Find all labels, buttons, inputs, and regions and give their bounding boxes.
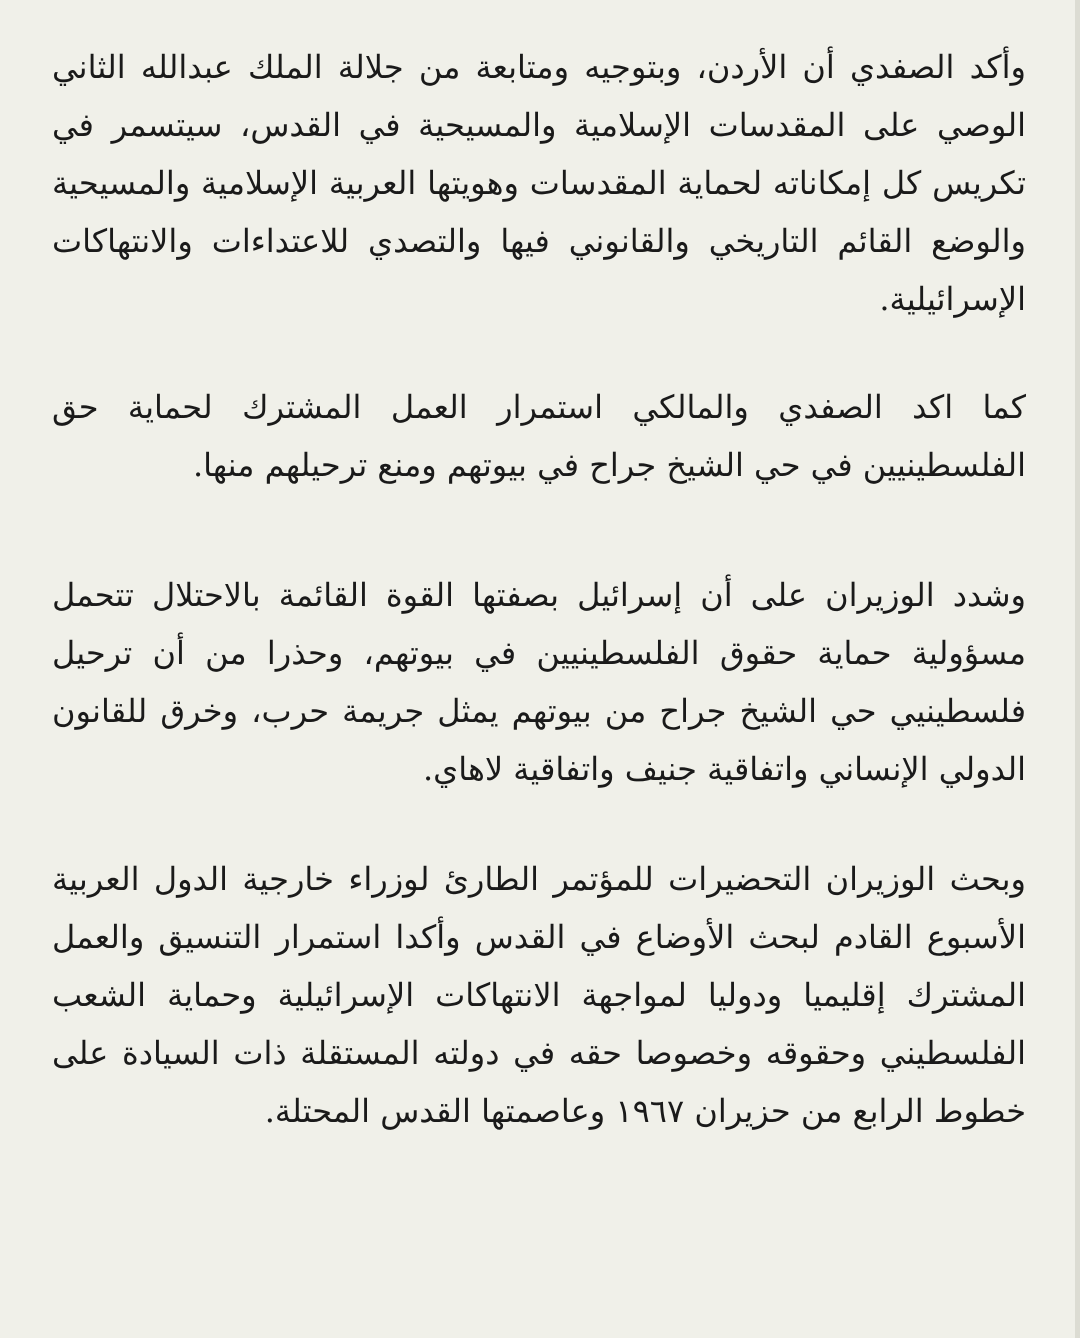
paragraph-1: وأكد الصفدي أن الأردن، وبتوجيه ومتابعة من جلالة الملك عبدالله الثاني الوصي على المقدسات الإسلامية والمسيحية في القدس، سيتسمر في تكريس كل إمكاناته لحماية المقدسات وهويتها العربية الإسلامية والمسيحية والوضع القائم التاريخي والقانوني فيها والتصدي للاعتداءات والانتهاكات الإسرائيلية.	[52, 48, 1026, 318]
paragraph-3: وشدد الوزيران على أن إسرائيل بصفتها القوة القائمة بالاحتلال تتحمل مسؤولية حماية حقوق الفلسطينيين في بيوتهم، وحذرا من أن ترحيل فلسطينيي حي الشيخ جراح من بيوتهم يمثل جريمة حرب، وخرق للقانون الدولي الإنساني واتفاقية جنيف واتفاقية لاهاي.	[52, 576, 1027, 788]
page-edge	[1075, 0, 1080, 1338]
paragraph-2: كما اكد الصفدي والمالكي استمرار العمل المشترك لحماية حق الفلسطينيين في حي الشيخ جراح في بيوتهم ومنع ترحيلهم منها.	[52, 388, 1026, 484]
paragraph-4: وبحث الوزيران التحضيرات للمؤتمر الطارئ لوزراء خارجية الدول العربية الأسبوع القادم لبحث الأوضاع في القدس وأكدا استمرار التنسيق والعمل المشترك إقليميا ودوليا لمواجهة الانتهاكات الإسرائيلية وحماية الشعب الفلسطيني وحقوقه وخصوصا حقه في دولته المستقلة ذات السيادة على خطوط الرابع من حزيران ١٩٦٧ وعاصمتها القدس المحتلة.	[52, 860, 1027, 1130]
